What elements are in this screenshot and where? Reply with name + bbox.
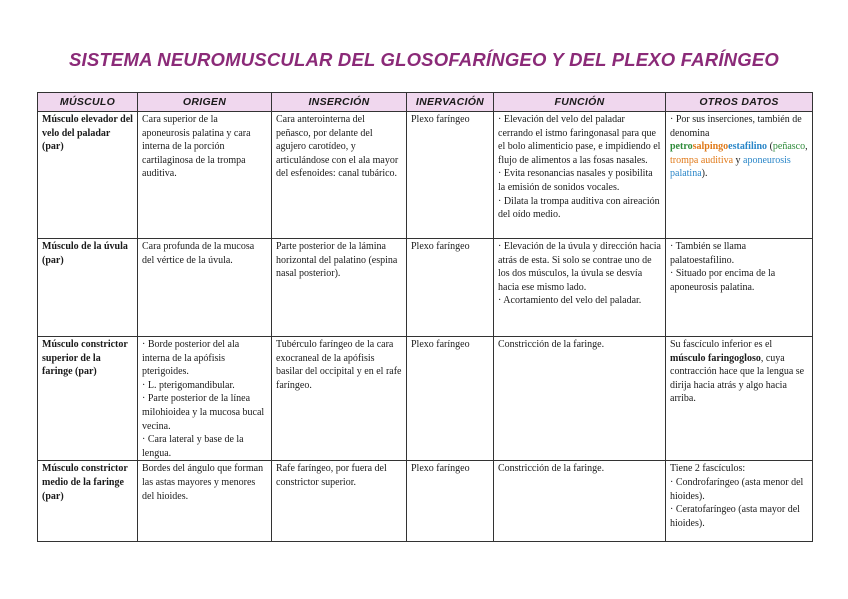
paren-open: (	[769, 141, 773, 153]
cell-inervacion: Plexo faríngeo	[407, 239, 494, 337]
cell-line: · Cara lateral y base de la lengua.	[142, 434, 244, 459]
cell-funcion	[494, 461, 666, 542]
cell-insercion	[272, 112, 407, 239]
cell-otros-datos	[666, 239, 813, 337]
cell-otros-datos	[666, 461, 813, 542]
otros-post: , cuya contracción hace que la lengua se dirija hacia atrás y algo hacia arriba.	[670, 352, 805, 405]
cell-inervacion: Plexo faríngeo	[407, 461, 494, 542]
header-musculo: MÚSCULO	[38, 93, 138, 112]
cell-musculo: Músculo constrictor medio de la faringe (par)	[38, 461, 138, 542]
term-petro: petro	[670, 141, 693, 153]
cell-line: · Situado por encima de la aponeurosis palatina.	[670, 268, 776, 293]
cell-origen	[138, 337, 272, 461]
cell-line: · L. pterigomandibular.	[142, 379, 235, 391]
cell-origen	[138, 239, 272, 337]
otros-pre: Su fascículo inferior es el	[670, 339, 773, 350]
cell-line: · Borde posterior del ala interna de la apófisis pterigoides.	[142, 339, 240, 378]
cell-line: · Ceratofaríngeo (asta mayor del hioides).	[670, 504, 800, 529]
cell-origen	[138, 461, 272, 542]
cell-line: · Evita resonancias nasales y posibilita la emisión de sonidos vocales.	[498, 168, 653, 193]
cell-line: Rafe faríngeo, por fuera del constrictor superior.	[276, 463, 387, 488]
cell-insercion	[272, 461, 407, 542]
origin-trompa: trompa auditiva	[670, 154, 734, 166]
separator: ,	[805, 141, 808, 153]
table-row	[38, 461, 813, 542]
cell-line: Constricción de la faringe.	[498, 339, 605, 350]
cell-funcion	[494, 239, 666, 337]
cell-origen	[138, 112, 272, 239]
header-origen: ORIGEN	[138, 93, 272, 112]
cell-line: · Parte posterior de la línea milohioidea y la mucosa bucal vecina.	[142, 393, 265, 432]
cell-otros-datos	[666, 337, 813, 461]
cell-insercion	[272, 239, 407, 337]
cell-funcion	[494, 337, 666, 461]
cell-line: Constricción de la faringe.	[498, 463, 605, 475]
cell-musculo: Músculo constrictor superior de la faringe (par)	[38, 337, 138, 461]
cell-musculo: Músculo de la úvula (par)	[38, 239, 138, 337]
origin-peñasco: peñasco	[772, 141, 806, 153]
muscle-table	[37, 92, 813, 542]
term-salpingo: salpingo	[692, 141, 729, 153]
table-row	[38, 112, 813, 239]
paren-close: ).	[701, 168, 708, 180]
term-faringogloso: músculo faringogloso	[670, 352, 761, 364]
cell-line: Bordes del ángulo que forman las astas mayores y menores del hioides.	[142, 463, 264, 502]
header-funcion: FUNCIÓN	[494, 93, 666, 112]
origin-aponeurosis: aponeurosis palatina	[670, 154, 791, 180]
table-row	[38, 239, 813, 337]
header-inervacion: INERVACIÓN	[407, 93, 494, 112]
cell-otros-datos	[666, 112, 813, 239]
cell-funcion	[494, 112, 666, 239]
cell-inervacion: Plexo faríngeo	[407, 337, 494, 461]
separator: y	[733, 154, 744, 166]
cell-inervacion: Plexo faríngeo	[407, 112, 494, 239]
cell-line: Parte posterior de la lámina horizontal del palatino (espina nasal posterior).	[276, 241, 398, 280]
header-insercion: INSERCIÓN	[272, 93, 407, 112]
cell-line: · Elevación de la úvula y dirección hacia atrás de esta. Si solo se contrae uno de los dos músculos, la úvula se desvía hacia ese mismo lado.	[498, 241, 661, 293]
page-title: SISTEMA NEUROMUSCULAR DEL GLOSOFARÍNGEO Y DEL PLEXO FARÍNGEO	[69, 49, 779, 70]
cell-line: · Acortamiento del velo del paladar.	[498, 295, 642, 307]
otros-intro: · Por sus inserciones, también de denomina	[670, 114, 802, 139]
table-row	[38, 337, 813, 461]
cell-line: · Dilata la trompa auditiva con aireación del oído medio.	[498, 195, 660, 221]
cell-line: · Condrofaríngeo (asta menor del hioides).	[670, 476, 804, 502]
cell-musculo: Músculo elevador del velo del paladar (par)	[38, 112, 138, 239]
cell-line: · También se llama palatoestafilino.	[670, 241, 747, 266]
cell-insercion	[272, 337, 407, 461]
term-estafilino: estafilino	[728, 141, 768, 153]
cell-line: Cara superior de la aponeurosis palatina y cara interna de la porción cartilaginosa de la trompa auditiva.	[142, 114, 251, 180]
cell-line: Tiene 2 fascículos:	[670, 463, 746, 475]
header-otros-datos: OTROS DATOS	[666, 93, 813, 112]
table-header-row	[38, 93, 813, 112]
cell-line: · Elevación del velo del paladar cerrando el istmo faringonasal para que el bolo alimenticio pase, e impidiendo el flujo de alimentos a las fosas nasales.	[498, 114, 661, 166]
cell-line: Cara profunda de la mucosa del vértice de la úvula.	[142, 241, 255, 266]
cell-line: Cara anterointerna del peñasco, por delante del agujero carotídeo, y articulándose con el ala mayor del esfenoides: canal tubárico.	[276, 114, 399, 180]
cell-line: Tubérculo faríngeo de la cara exocraneal de la apófisis basilar del occipital y en el rafe faríngeo.	[276, 339, 402, 391]
